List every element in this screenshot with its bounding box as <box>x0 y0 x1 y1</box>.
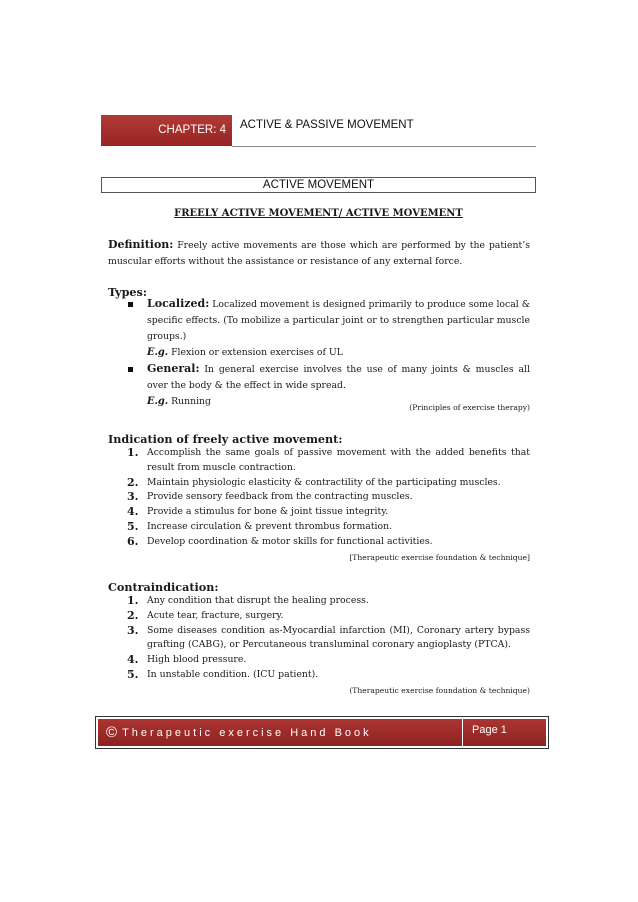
footer-divider <box>462 719 463 746</box>
list-item <box>128 296 530 361</box>
item-text: Some diseases condition as-Myocardial infarction (MI), Coronary artery bypass grafting (CABG), or Percutaneous transluminal coronary angioplasty (PTCA). <box>147 624 530 651</box>
item-number: 1. <box>127 594 139 607</box>
header-rule <box>232 146 536 147</box>
section-title: ACTIVE MOVEMENT <box>101 177 536 193</box>
type-term: General: <box>147 362 200 375</box>
item-number: 5. <box>127 667 139 681</box>
list-item <box>127 535 530 550</box>
type-term: Localized: <box>147 297 210 310</box>
item-number: 4. <box>127 653 139 667</box>
type-example <box>147 345 530 361</box>
item-text: In unstable condition. (ICU patient). <box>147 668 319 680</box>
book-title-text: Therapeutic exercise Hand Book <box>122 727 372 739</box>
example-text: Running <box>171 396 211 407</box>
list-item <box>127 446 530 476</box>
item-text: Increase circulation & prevent thrombus formation. <box>147 520 393 532</box>
item-text: Develop coordination & motor skills for functional activities. <box>147 535 433 547</box>
example-label: E.g. <box>147 396 169 407</box>
footer-book-title <box>106 719 372 746</box>
contraindication-citation: (Therapeutic exercise foundation & technique) <box>349 686 530 695</box>
item-number: 6. <box>127 534 139 548</box>
type-text: Localized movement is designed primarily to produce some local & specific effects. (To mobilize a particular joint or to strengthen particular muscle groups.) <box>147 299 530 342</box>
definition-paragraph <box>108 237 530 270</box>
item-text: High blood pressure. <box>147 654 247 666</box>
sub-heading: FREELY ACTIVE MOVEMENT/ ACTIVE MOVEMENT <box>174 208 463 219</box>
list-item <box>127 653 530 668</box>
chapter-label: CHAPTER: 4 <box>158 124 226 136</box>
example-label: E.g. <box>147 347 169 358</box>
list-item <box>127 594 530 609</box>
item-number: 3. <box>127 623 139 637</box>
list-item <box>127 520 530 535</box>
types-citation: (Principles of exercise therapy) <box>409 403 530 412</box>
square-bullet-icon <box>128 302 133 307</box>
type-text: In general exercise involves the use of many joints & muscles all over the body & the effect in wide spread. <box>147 364 530 391</box>
item-text: Provide sensory feedback from the contracting muscles. <box>147 491 413 503</box>
item-number: 1. <box>127 446 139 459</box>
item-text: Provide a stimulus for bone & joint tissue integrity. <box>147 506 389 518</box>
definition-label: Definition: <box>108 238 174 251</box>
contraindication-list <box>127 594 530 683</box>
types-heading: Types: <box>108 285 147 299</box>
copyright-icon: © <box>106 724 118 741</box>
page-number: Page 1 <box>472 724 507 736</box>
item-text: Acute tear, fracture, surgery. <box>147 609 284 621</box>
example-text: Flexion or extension exercises of UL <box>171 347 343 358</box>
item-number: 4. <box>127 505 139 519</box>
item-number: 2. <box>127 608 139 622</box>
indication-heading: Indication of freely active movement: <box>108 432 343 446</box>
square-bullet-icon <box>128 367 133 372</box>
list-item <box>127 505 530 520</box>
list-item <box>127 476 530 491</box>
contraindication-heading: Contraindication: <box>108 580 219 594</box>
list-item <box>127 490 530 505</box>
item-number: 5. <box>127 519 139 533</box>
item-number: 2. <box>127 475 139 489</box>
list-item <box>127 668 530 683</box>
indication-citation: [Therapeutic exercise foundation & technique] <box>349 553 530 562</box>
list-item <box>127 609 530 624</box>
item-text: Maintain physiologic elasticity & contractility of the participating muscles. <box>147 476 501 488</box>
item-number: 3. <box>127 490 139 504</box>
item-text: Accomplish the same goals of passive movement with the added benefits that result from muscle contraction. <box>147 447 530 473</box>
item-text: Any condition that disrupt the healing process. <box>147 595 369 606</box>
chapter-title: ACTIVE & PASSIVE MOVEMENT <box>240 119 414 131</box>
indication-list <box>127 446 530 550</box>
definition-text: Freely active movements are those which are performed by the patient’s muscular efforts without the assistance or resistance of any external force. <box>108 240 530 267</box>
list-item <box>127 624 530 654</box>
types-list <box>128 296 530 410</box>
